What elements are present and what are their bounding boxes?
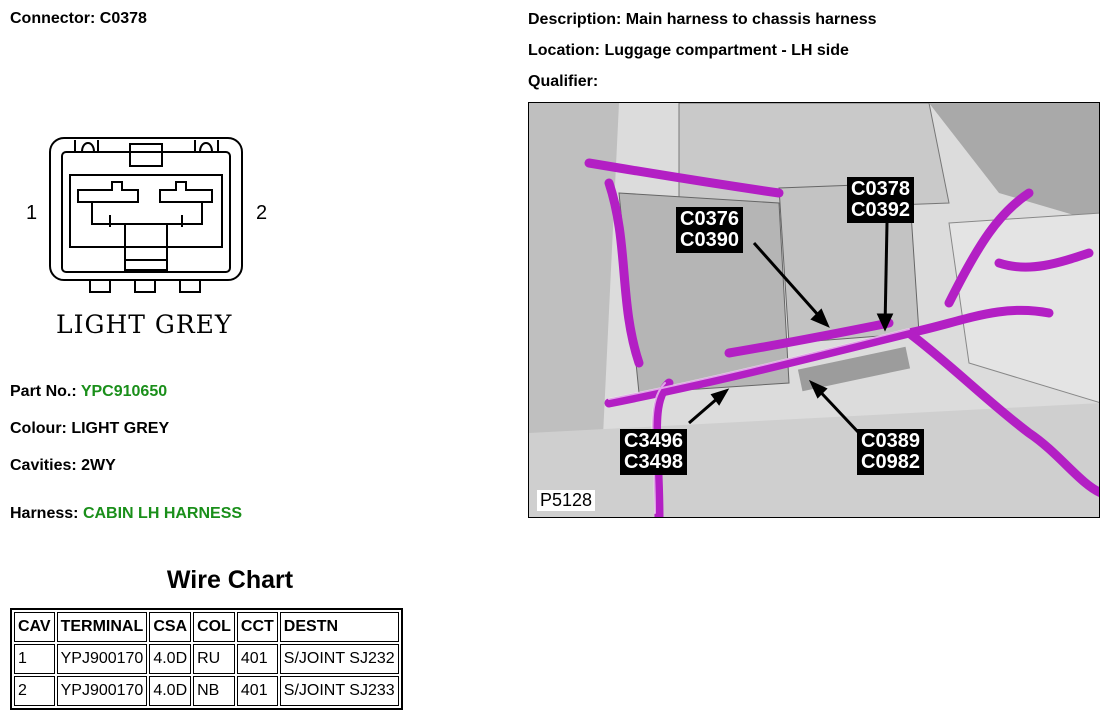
table-cell: YPJ900170 bbox=[57, 676, 148, 706]
column-header: COL bbox=[193, 612, 235, 642]
wire-chart-title: Wire Chart bbox=[166, 566, 294, 594]
harness-label: Harness: bbox=[10, 505, 79, 522]
colour-label: Colour: bbox=[10, 420, 67, 437]
table-row bbox=[14, 644, 399, 674]
location-line bbox=[528, 42, 849, 60]
qualifier-label: Qualifier: bbox=[528, 73, 599, 90]
location-label: Location: bbox=[528, 42, 600, 59]
cavities-value: 2WY bbox=[81, 457, 116, 474]
callout-c0378-c0392: C0378 C0392 bbox=[847, 177, 914, 223]
pin-1-label: 1 bbox=[26, 202, 38, 224]
harness-line bbox=[10, 505, 242, 523]
connector-value: C0378 bbox=[99, 10, 147, 27]
table-row bbox=[14, 676, 399, 706]
description-line bbox=[528, 11, 877, 29]
colour-value: LIGHT GREY bbox=[71, 420, 170, 437]
connector-face-diagram bbox=[20, 130, 290, 350]
callout-c3496-c3498: C3496 C3498 bbox=[620, 429, 687, 475]
location-value: Luggage compartment - LH side bbox=[604, 42, 849, 59]
table-cell: RU bbox=[193, 644, 235, 674]
cavities-line bbox=[10, 457, 116, 475]
table-cell: 2 bbox=[14, 676, 55, 706]
table-cell: 4.0D bbox=[149, 644, 191, 674]
wire-chart-table bbox=[10, 608, 403, 710]
table-header-row bbox=[14, 612, 399, 642]
connector-label: Connector: bbox=[10, 10, 96, 27]
column-header: DESTN bbox=[280, 612, 399, 642]
table-cell: 401 bbox=[237, 676, 278, 706]
column-header: TERMINAL bbox=[57, 612, 148, 642]
colour-line bbox=[10, 420, 169, 438]
qualifier-line bbox=[528, 73, 598, 91]
cavities-label: Cavities: bbox=[10, 457, 77, 474]
table-cell: 401 bbox=[237, 644, 278, 674]
harness-illustration bbox=[529, 103, 1100, 518]
table-cell: S/JOINT SJ233 bbox=[280, 676, 399, 706]
part-number-label: Part No.: bbox=[10, 383, 77, 400]
column-header: CCT bbox=[237, 612, 278, 642]
table-cell: YPJ900170 bbox=[57, 644, 148, 674]
table-cell: 1 bbox=[14, 644, 55, 674]
connector-heading bbox=[10, 10, 147, 28]
harness-link[interactable]: CABIN LH HARNESS bbox=[82, 505, 243, 522]
location-photo bbox=[528, 102, 1100, 518]
photo-reference-id: P5128 bbox=[537, 490, 595, 511]
table-cell: S/JOINT SJ232 bbox=[280, 644, 399, 674]
description-label: Description: bbox=[528, 11, 622, 28]
callout-c0376-c0390: C0376 C0390 bbox=[676, 207, 743, 253]
column-header: CAV bbox=[14, 612, 55, 642]
callout-c0389-c0982: C0389 C0982 bbox=[857, 429, 924, 475]
part-number-line bbox=[10, 383, 167, 401]
pin-2-label: 2 bbox=[256, 202, 268, 224]
description-value: Main harness to chassis harness bbox=[625, 11, 877, 28]
table-cell: NB bbox=[193, 676, 235, 706]
table-cell: 4.0D bbox=[149, 676, 191, 706]
part-number-link[interactable]: YPC910650 bbox=[80, 383, 168, 400]
column-header: CSA bbox=[149, 612, 191, 642]
connector-colour-caption: LIGHT GREY bbox=[56, 310, 233, 339]
